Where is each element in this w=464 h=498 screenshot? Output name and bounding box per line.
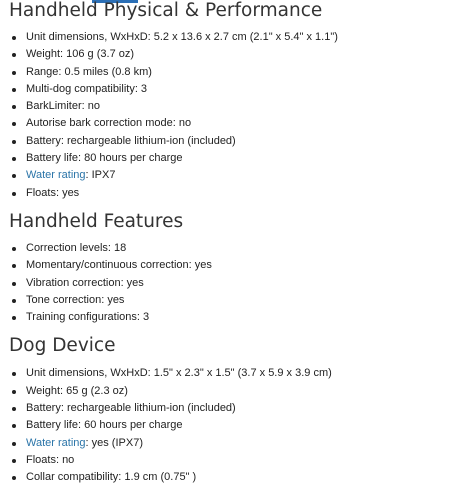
spec-item: Battery: rechargeable lithium-ion (included)	[12, 133, 464, 150]
spec-item	[12, 435, 464, 452]
section-handheld-features	[0, 211, 464, 326]
spec-item: Multi-dog compatibility: 3	[12, 81, 464, 98]
spec-item: Weight: 106 g (3.7 oz)	[12, 46, 464, 63]
spec-item: Correction levels: 18	[12, 240, 464, 257]
spec-item: Weight: 65 g (2.3 oz)	[12, 383, 464, 400]
spec-list	[0, 365, 464, 486]
spec-item: Battery life: 60 hours per charge	[12, 417, 464, 434]
section-dog-device	[0, 335, 464, 486]
water-rating-link[interactable]: Water rating	[26, 436, 86, 449]
spec-item: Vibration correction: yes	[12, 275, 464, 292]
spec-item: Battery: rechargeable lithium-ion (included)	[12, 400, 464, 417]
spec-list	[0, 240, 464, 326]
spec-item: Collar compatibility: 1.9 cm (0.75" )	[12, 469, 464, 486]
spec-item: Momentary/continuous correction: yes	[12, 257, 464, 274]
spec-item: Floats: no	[12, 452, 464, 469]
spec-item	[12, 167, 464, 184]
spec-item: Unit dimensions, WxHxD: 1.5" x 2.3" x 1.5" (3.7 x 5.9 x 3.9 cm)	[12, 365, 464, 382]
spec-item: Battery life: 80 hours per charge	[12, 150, 464, 167]
section-heading: Handheld Features	[9, 210, 184, 232]
spec-item: Tone correction: yes	[12, 292, 464, 309]
spec-item: Training configurations: 3	[12, 309, 464, 326]
spec-item: Autorise bark correction mode: no	[12, 115, 464, 132]
spec-item: BarkLimiter: no	[12, 98, 464, 115]
spec-item-value: : yes (IPX7)	[85, 436, 143, 449]
section-heading: Dog Device	[9, 335, 116, 357]
spec-item: Unit dimensions, WxHxD: 5.2 x 13.6 x 2.7 cm (2.1" x 5.4" x 1.1")	[12, 29, 464, 46]
water-rating-link[interactable]: Water rating	[26, 169, 86, 182]
section-handheld-physical-performance	[0, 0, 464, 202]
spec-list	[0, 29, 464, 202]
spec-item: Range: 0.5 miles (0.8 km)	[12, 64, 464, 81]
spec-item: Floats: yes	[12, 185, 464, 202]
spec-item-value: : IPX7	[85, 169, 116, 182]
section-heading: Handheld Physical & Performance	[9, 0, 323, 21]
